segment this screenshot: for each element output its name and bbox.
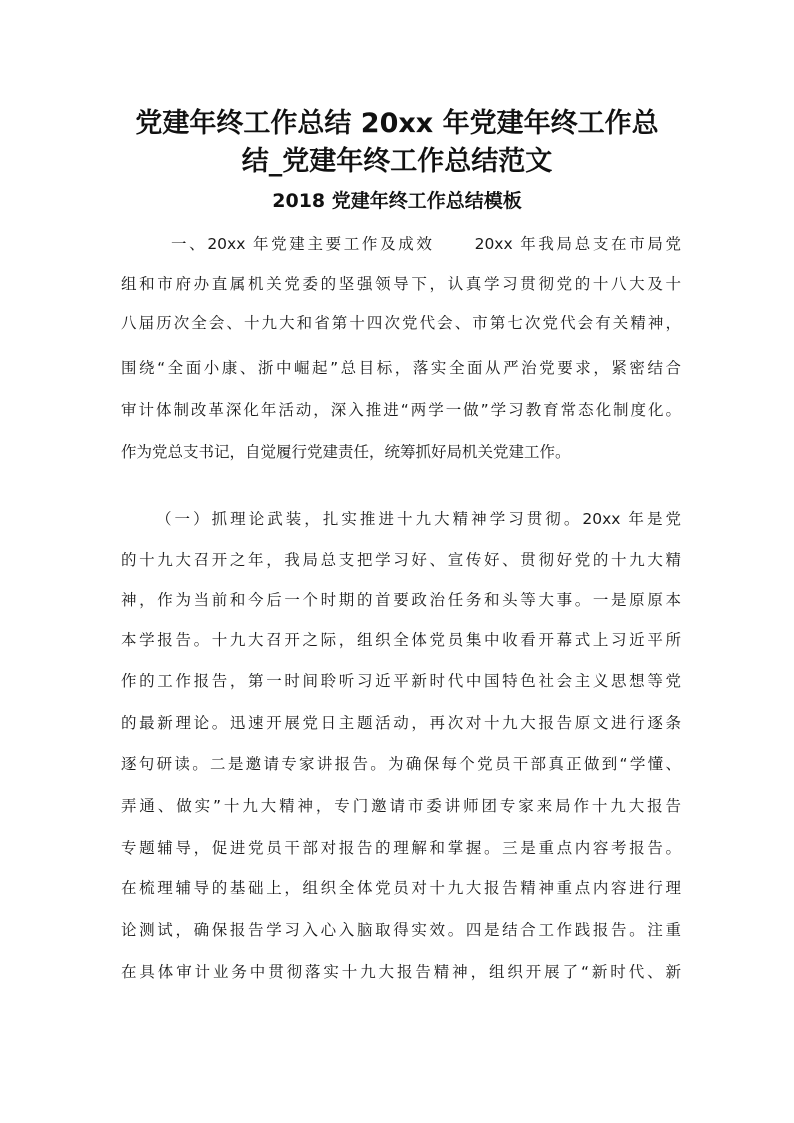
- paragraph-2-line-2: 的十九大召开之年，我局总支把学习好、宣传好、贯彻好党的十九大精: [121, 551, 681, 569]
- paragraph-2-line-11: 论测试，确保报告学习入心入脑取得实效。四是结合工作践报告。注重: [121, 921, 681, 939]
- document-title-line-1: 党建年终工作总结 20xx 年党建年终工作总: [135, 108, 659, 139]
- paragraph-1-line-5: 审计体制改革深化年活动，深入推进“两学一做”学习教育常态化制度化。: [121, 401, 681, 419]
- paragraph-1-line-2: 组和市府办直属机关党委的坚强领导下，认真学习贯彻党的十八大及十: [121, 275, 681, 293]
- paragraph-1-line-3: 八届历次全会、十九大和省第十四次党代会、市第七次党代会有关精神，: [121, 314, 681, 332]
- section-heading: 一、20xx 年党建主要工作及成效: [171, 235, 435, 253]
- paragraph-2-line-1: （一）抓理论武装，扎实推进十九大精神学习贯彻。20xx 年是党: [156, 510, 681, 528]
- paragraph-1-text-start: 20xx 年我局总支在市局党: [474, 235, 682, 253]
- paragraph-1-line-4: 围绕“全面小康、浙中崛起”总目标，落实全面从严治党要求，紧密结合: [121, 359, 681, 377]
- paragraph-2-line-5: 作的工作报告，第一时间聆听习近平新时代中国特色社会主义思想等党: [121, 672, 681, 690]
- paragraph-2-line-6: 的最新理论。迅速开展党日主题活动，再次对十九大报告原文进行逐条: [121, 714, 681, 732]
- paragraph-2-line-12: 在具体审计业务中贯彻落实十九大报告精神，组织开展了“新时代、新: [121, 963, 681, 981]
- document-subtitle: 2018 党建年终工作总结模板: [272, 190, 522, 212]
- paragraph-2-line-4: 本学报告。十九大召开之际，组织全体党员集中收看开幕式上习近平所: [121, 631, 681, 649]
- paragraph-2-line-9: 专题辅导，促进党员干部对报告的理解和掌握。三是重点内容考报告。: [121, 839, 681, 857]
- document-title-line-2: 结_党建年终工作总结范文: [241, 146, 553, 177]
- paragraph-2-line-10: 在梳理辅导的基础上，组织全体党员对十九大报告精神重点内容进行理: [121, 879, 681, 897]
- paragraph-2-line-8: 弄通、做实”十九大精神，专门邀请市委讲师团专家来局作十九大报告: [121, 797, 681, 815]
- paragraph-2-line-7: 逐句研读。二是邀请专家讲报告。为确保每个党员干部真正做到“学懂、: [121, 755, 681, 773]
- paragraph-1-line-6: 作为党总支书记，自觉履行党建责任，统筹抓好局机关党建工作。: [121, 443, 571, 461]
- paragraph-1-line-1: [171, 232, 681, 256]
- paragraph-2-line-3: 神，作为当前和今后一个时期的首要政治任务和头等大事。一是原原本: [121, 591, 681, 609]
